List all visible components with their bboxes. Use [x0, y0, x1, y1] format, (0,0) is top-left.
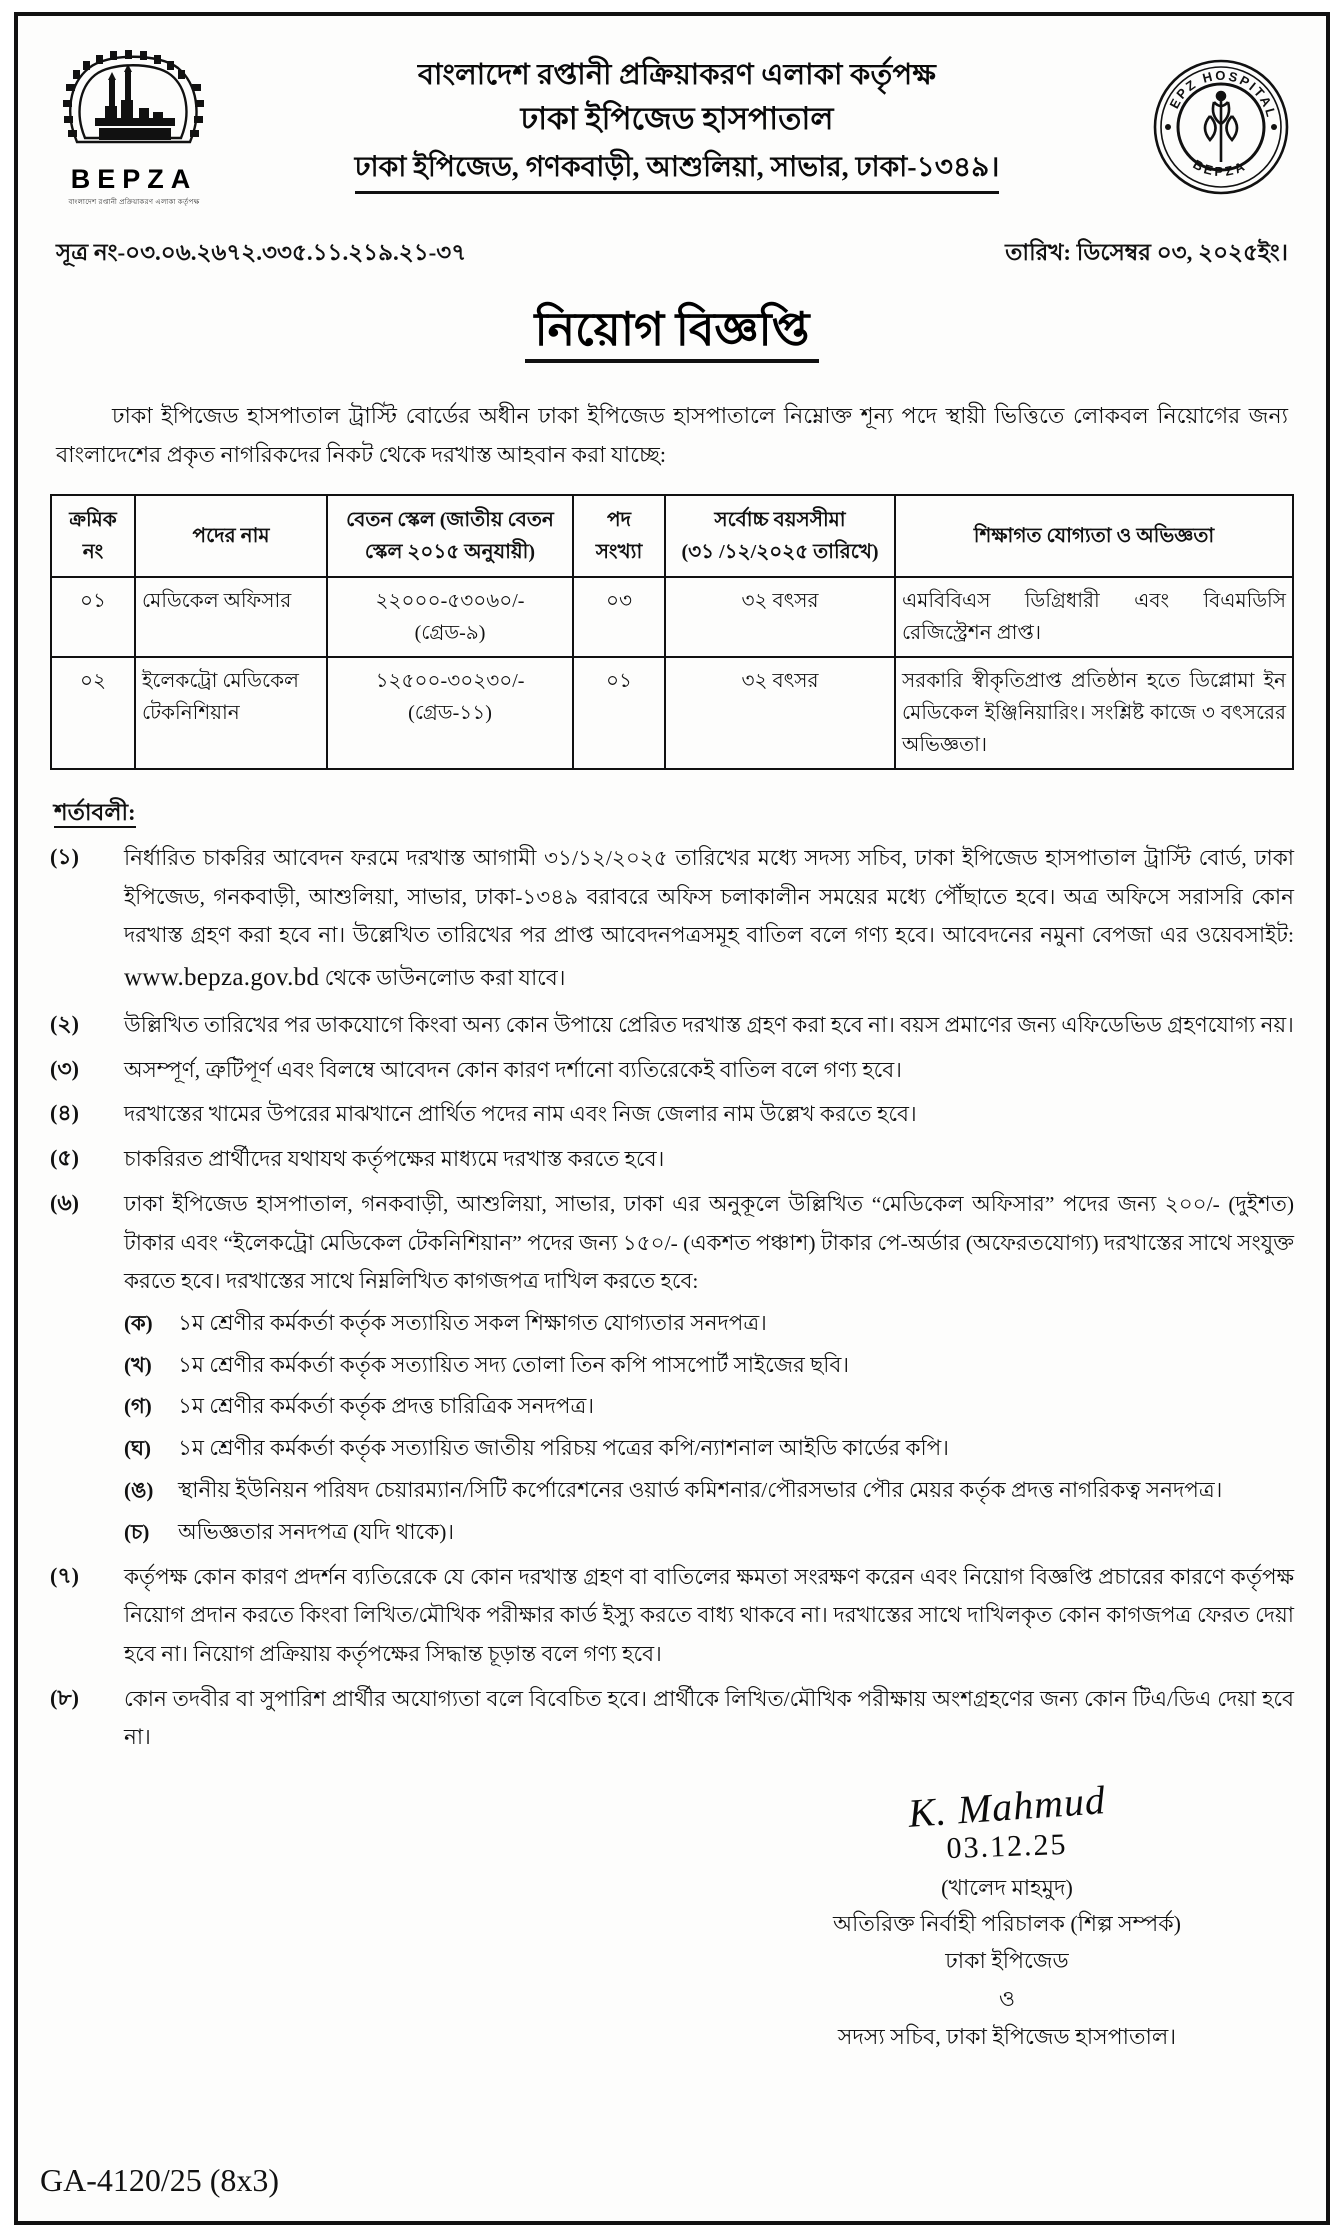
signature-area [50, 1777, 1294, 2055]
intro-paragraph: ঢাকা ইপিজেড হাসপাতাল ট্রাস্টি বোর্ডের অধীন ঢাকা ইপিজেড হাসপাতালে নিম্নোক্ত শূন্য পদে স্থায়ী ভিত্তিতে লোকবল নিয়োগের জন্য বাংলাদেশের প্রকৃত নাগরিকদের নিকট থেকে দরখাস্ত আহবান করা যাচ্ছে: [56, 403, 1288, 467]
org-address: ঢাকা ইপিজেড, গণকবাড়ী, আশুলিয়া, সাভার, ঢাকা-১৩৪৯। [355, 147, 1000, 194]
document-item [124, 1430, 1294, 1468]
column-header-serial-l1: ক্রমিক [69, 509, 117, 531]
column-header-age-limit-l1: সর্বোচ্চ বয়সসীমা [714, 509, 846, 531]
cell-vacancies: ০১ [573, 657, 665, 769]
cell-age-limit: ৩২ বৎসর [665, 577, 895, 657]
cell-pay-scale [327, 657, 573, 769]
document-text: ১ম শ্রেণীর কর্মকর্তা কর্তৃক সত্যায়িত সকল শিক্ষাগত যোগ্যতার সনদপত্র। [178, 1310, 767, 1335]
reference-line [50, 234, 1294, 273]
cell-pay-scale-grade: (গ্রেড-৯) [414, 622, 486, 644]
table-row [51, 657, 1293, 769]
table-header-row [51, 495, 1293, 577]
conditions-heading-text: শর্তাবলী: [54, 800, 136, 828]
conditions-heading [50, 794, 1294, 833]
column-header-age-limit [665, 495, 895, 577]
condition-text-part2: থেকে ডাউনলোড করা যাবে। [319, 966, 566, 991]
document-text: ১ম শ্রেণীর কর্মকর্তা কর্তৃক সত্যায়িত জাতীয় পরিচয় পত্রের কপি/ন্যাশনাল আইডি কার্ডের কপি। [178, 1436, 949, 1461]
handwritten-signature: K. Mahmud [906, 1777, 1108, 1836]
handwritten-signature-date: 03.12.25 [945, 1827, 1069, 1866]
condition-text: অসম্পূর্ণ, ত্রুটিপূর্ণ এবং বিলম্বে আবেদন কোন কারণ দর্শানো ব্যতিরেকেই বাতিল বলে গণ্য হবে। [124, 1057, 902, 1082]
required-documents-list [124, 1305, 1294, 1552]
condition-text: কর্তৃপক্ষ কোন কারণ প্রদর্শন ব্যতিরেকে যে কোন দরখাস্ত গ্রহণ বা বাতিলের ক্ষমতা সংরক্ষণ করেন এবং নিয়োগ বিজ্ঞপ্তি প্রচারের কারণে কর্তৃপক্ষ নিয়োগ প্রদান করতে কিংবা লিখিত/মৌখিক পরীক্ষার কার্ড ইস্যু করতে বাধ্য থাকবে না। দরখাস্তের সাথে দাখিলকৃত কোন কাগজপত্র ফেরত দেয়া হবে না। নিয়োগ প্রক্রিয়ায় কর্তৃপক্ষের সিদ্ধান্ত চূড়ান্ত বলে গণ্য হবে। [124, 1564, 1294, 1667]
condition-text [124, 1185, 1294, 1552]
condition-number: (২) [50, 1011, 79, 1037]
org-hospital-name: ঢাকা ইপিজেড হাসপাতাল [520, 101, 834, 137]
document-marker: (ক) [124, 1310, 153, 1335]
cell-pay-scale-range: ১২৫০০-৩০২৩০/- [375, 670, 525, 692]
document-item [124, 1388, 1294, 1426]
document-marker: (চ) [124, 1519, 150, 1544]
column-header-serial-l2: নং [82, 541, 104, 563]
bepza-wordmark: BEPZA [70, 164, 198, 194]
document-marker: (ঘ) [124, 1436, 151, 1461]
document-marker: (খ) [124, 1352, 152, 1377]
memo-number: সূত্র নং-০৩.০৬.২৬৭২.৩৩৫.১১.২১৯.২১-৩৭ [56, 240, 467, 265]
page-title-text: নিয়োগ বিজ্ঞপ্তি [525, 304, 820, 363]
document-text: স্থানীয় ইউনিয়ন পরিষদ চেয়ারম্যান/সিটি কর্পোরেশনের ওয়ার্ড কমিশনার/পৌরসভার পৌর মেয়র কর্তৃক প্রদত্ত নাগরিকত্ব সনদপত্র। [178, 1478, 1223, 1503]
condition-number: (১) [50, 844, 79, 869]
document-marker: (গ) [124, 1394, 152, 1419]
svg-text:EPZ HOSPITAL: EPZ HOSPITAL [1166, 67, 1280, 121]
cell-serial: ০২ [51, 657, 135, 769]
signatory-conjunction: ও [998, 1985, 1016, 2011]
condition-number: (৩) [50, 1055, 79, 1081]
condition-item [50, 1185, 1294, 1552]
condition-text [124, 839, 1294, 1000]
signatory-office: ঢাকা ইপিজেড [945, 1947, 1069, 1973]
cell-serial: ০১ [51, 577, 135, 657]
column-header-post-name: পদের নাম [135, 495, 327, 577]
condition-item [50, 839, 1294, 1000]
condition-text: কোন তদবীর বা সুপারিশ প্রার্থীর অযোগ্যতা বলে বিবেচিত হবে। প্রার্থীকে লিখিত/মৌখিক পরীক্ষায় অংশগ্রহণের জন্য কোন টিএ/ডিএ দেয়া হবে না। [124, 1686, 1294, 1750]
document-text: অভিজ্ঞতার সনদপত্র (যদি থাকে)। [178, 1519, 455, 1544]
cell-qualification: সরকারি স্বীকৃতিপ্রাপ্ত প্রতিষ্ঠান হতে ডিপ্লোমা ইন মেডিকেল ইঞ্জিনিয়ারিং। সংশ্লিষ্ট কাজে ৩ বৎসরের অভিজ্ঞতা। [895, 657, 1293, 769]
cell-vacancies: ০৩ [573, 577, 665, 657]
signatory-name: (খালেদ মাহমুদ) [941, 1875, 1073, 1901]
bepza-gear-factory-icon [59, 50, 209, 158]
ga-code: GA-4120/25 (8x3) [40, 2162, 280, 2198]
condition-item [50, 1140, 1294, 1179]
column-header-pay-scale-l1: বেতন স্কেল (জাতীয় বেতন [346, 509, 554, 531]
bepza-logo [54, 44, 214, 208]
document-text: ১ম শ্রেণীর কর্মকর্তা কর্তৃক সত্যায়িত সদ্য তোলা তিন কপি পাসপোর্ট সাইজের ছবি। [178, 1352, 850, 1377]
column-header-vacancies [573, 495, 665, 577]
masthead [50, 36, 1294, 208]
condition-item [50, 1558, 1294, 1674]
column-header-vacancies-l1: পদ [606, 509, 632, 531]
cell-pay-scale-grade: (গ্রেড-১১) [408, 702, 492, 724]
cell-pay-scale [327, 577, 573, 657]
condition-text-body: ঢাকা ইপিজেড হাসপাতাল, গনকবাড়ী, আশুলিয়া, সাভার, ঢাকা এর অনুকূলে উল্লিখিত “মেডিকেল অফিসার” পদের জন্য ২০০/- (দুইশত) টাকার এবং “ইলেকট্রো মেডিকেল টেকনিশিয়ান” পদের জন্য ১৫০/- (একশত পঞ্চাশ) টাকার পে-অর্ডার (অফেরতযোগ্য) দরখাস্তের সাথে সংযুক্ত করতে হবে। দরখাস্তের সাথে নিম্নলিখিত কাগজপত্র দাখিল করতে হবে: [124, 1191, 1294, 1294]
condition-text: দরখাস্তের খামের উপরের মাঝখানে প্রার্থিত পদের নাম এবং নিজ জেলার নাম উল্লেখ করতে হবে। [124, 1102, 917, 1127]
condition-text-part1: নির্ধারিত চাকরির আবেদন ফরমে দরখাস্ত আগামী ৩১/১২/২০২৫ তারিখের মধ্যে সদস্য সচিব, ঢাকা ইপিজেড হাসপাতাল ট্রাস্টি বোর্ড, ঢাকা ইপিজেড, গনকবাড়ী, আশুলিয়া, সাভার, ঢাকা-১৩৪৯ বরাবরে অফিস চলাকালীন সময়ের মধ্যে পৌঁছাতে হবে। অত্র অফিসে সরাসরি কোন দরখাস্ত গ্রহণ করা হবে না। উল্লেখিত তারিখের পর প্রাপ্ত আবেদনপত্রসমূহ বাতিল বলে গণ্য হবে। আবেদনের নমুনা বেপজা এর ওয়েবসাইট: [124, 846, 1294, 948]
document-item [124, 1347, 1294, 1385]
column-header-serial [51, 495, 135, 577]
column-header-vacancies-l2: সংখ্যা [595, 541, 643, 563]
column-header-pay-scale [327, 495, 573, 577]
condition-item [50, 1095, 1294, 1134]
condition-number: (৬) [50, 1189, 79, 1215]
condition-item [50, 1051, 1294, 1090]
condition-item [50, 1680, 1294, 1757]
cell-age-limit: ৩২ বৎসর [665, 657, 895, 769]
notice-content [24, 22, 1320, 2215]
document-item [124, 1472, 1294, 1510]
page-title [50, 295, 1294, 371]
signature-block [792, 1777, 1222, 2055]
bepza-logo-subtitle: বাংলাদেশ রপ্তানী প্রক্রিয়াকরণ এলাকা কর্তৃপক্ষ [68, 198, 200, 206]
column-header-age-limit-l2: (৩১ /১২/২০২৫ তারিখে) [681, 541, 879, 563]
condition-number: (৮) [50, 1684, 79, 1710]
vacancy-table [50, 494, 1294, 770]
cell-post-name: ইলেকট্রো মেডিকেল টেকনিশিয়ান [135, 657, 327, 769]
condition-number: (৭) [50, 1562, 79, 1588]
conditions-list [50, 839, 1294, 1757]
column-header-pay-scale-l2: স্কেল ২০১৫ অনুযায়ী) [364, 541, 536, 563]
org-authority-name: বাংলাদেশ রপ্তানী প্রক্রিয়াকরণ এলাকা কর্তৃপক্ষ [417, 59, 937, 91]
signatory-designation: অতিরিক্ত নির্বাহী পরিচালক (শিল্প সম্পর্ক) [833, 1911, 1181, 1937]
signatory-secondary-designation: সদস্য সচিব, ঢাকা ইপিজেড হাসপাতাল। [837, 2024, 1177, 2050]
cell-pay-scale-range: ২২০০০-৫৩০৬০/- [375, 590, 525, 612]
condition-text: উল্লিখিত তারিখের পর ডাকযোগে কিংবা অন্য কোন উপায়ে প্রেরিত দরখাস্ত গ্রহণ করা হবে না। বয়স প্রমাণের জন্য এফিডেভিড গ্রহণযোগ্য নয়। [124, 1013, 1294, 1038]
condition-number: (৫) [50, 1145, 79, 1171]
cell-post-name: মেডিকেল অফিসার [135, 577, 327, 657]
bepza-website-link[interactable]: www.bepza.gov.bd [124, 964, 320, 992]
memo-date: তারিখ: ডিসেম্বর ০৩, ২০২৫ইং। [1005, 240, 1288, 265]
svg-text:BEPZA: BEPZA [1190, 156, 1250, 180]
condition-text: চাকরিরত প্রার্থীদের যথাযথ কর্তৃপক্ষের মাধ্যমে দরখাস্ত করতে হবে। [124, 1147, 665, 1172]
column-header-qualification: শিক্ষাগত যোগ্যতা ও অভিজ্ঞতা [895, 495, 1293, 577]
document-item [124, 1305, 1294, 1343]
document-text: ১ম শ্রেণীর কর্মকর্তা কর্তৃক প্রদত্ত চারিত্রিক সনদপত্র। [178, 1394, 595, 1419]
condition-number: (৪) [50, 1100, 79, 1126]
document-marker: (ঙ) [124, 1478, 154, 1503]
cell-qualification: এমবিবিএস ডিগ্রিধারী এবং বিএমডিসি রেজিস্ট্রেশন প্রাপ্ত। [895, 577, 1293, 657]
organization-heading [214, 44, 1140, 194]
epz-hospital-seal-icon [1152, 58, 1290, 196]
table-row [51, 577, 1293, 657]
document-item [124, 1514, 1294, 1552]
condition-item [50, 1006, 1294, 1045]
epz-hospital-seal [1140, 44, 1290, 196]
